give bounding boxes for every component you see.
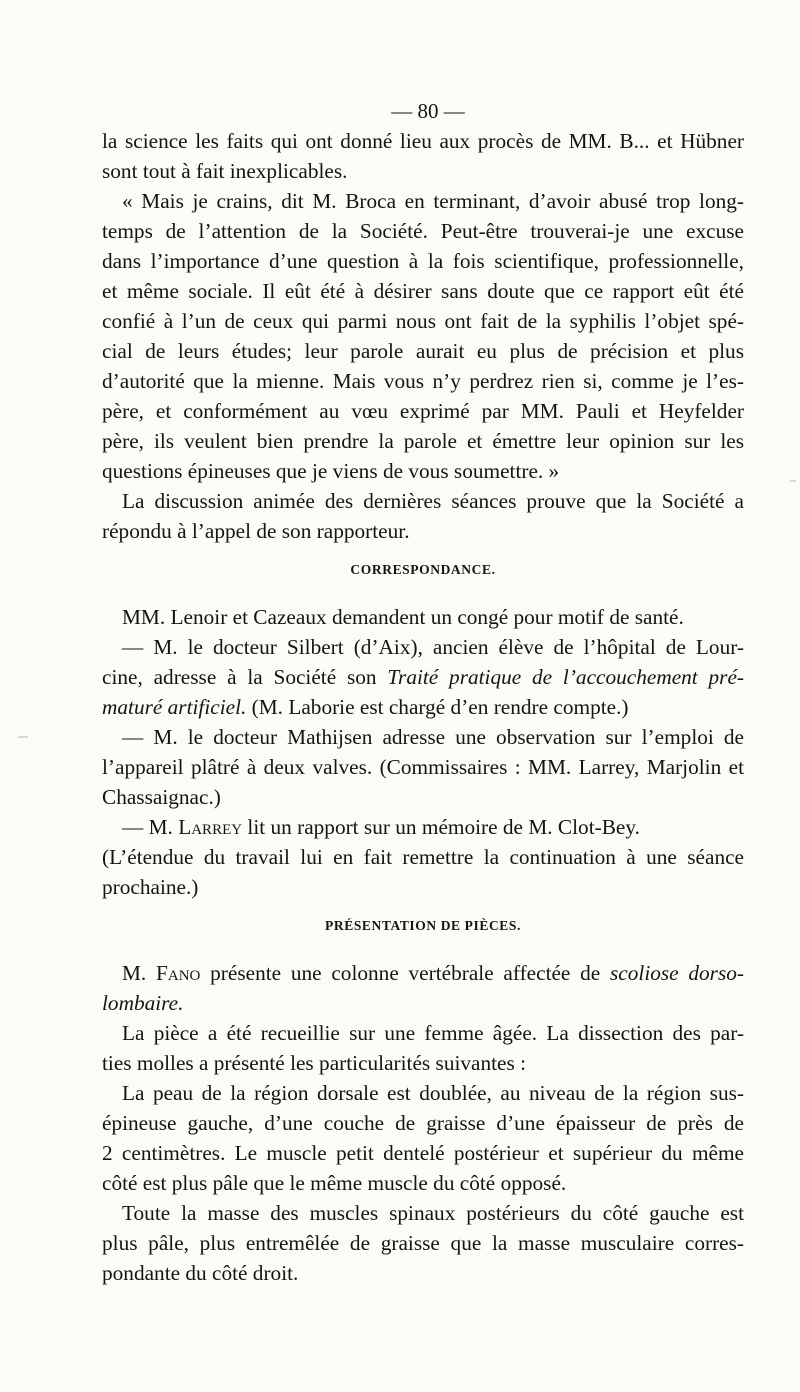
medical-term: scoliose dorso- [610, 961, 744, 985]
text-line: Toute la masse des muscles spinaux postérieurs du côté gauche est [122, 1201, 744, 1225]
text-line: plus pâle, plus entremêlée de graisse que la masse musculaire corres- [102, 1231, 744, 1255]
text-line: questions épineuses que je viens de vous soumettre. » [102, 459, 560, 483]
document-page [102, 96, 744, 1288]
broca-quote-paragraph [102, 186, 744, 486]
text-line: La pièce a été recueillie sur une femme âgée. La dissection des par- [122, 1021, 744, 1045]
person-name: Fano [156, 961, 201, 985]
text-line: La discussion animée des dernières séances prouve que la Société a [122, 489, 744, 513]
text-line: — M. le docteur Silbert (d’Aix), ancien élève de l’hôpital de Lour- [122, 635, 744, 659]
text-line [102, 692, 744, 722]
text-line: dans l’importance d’une question à la fois scientifique, professionnelle, [102, 249, 744, 273]
scan-edge-mark [790, 480, 796, 482]
text-line [102, 988, 744, 1018]
discussion-paragraph [102, 486, 744, 546]
text-line: sont tout à fait inexplicables. [102, 159, 348, 183]
intro-paragraph [102, 126, 744, 186]
text-line: La peau de la région dorsale est doublée, au niveau de la région sus- [122, 1081, 744, 1105]
page-number: — 80 — [391, 99, 465, 123]
text-line: Chassaignac.) [102, 785, 221, 809]
text-line: répondu à l’appel de son rapporteur. [102, 519, 410, 543]
text-line: prochaine.) [102, 875, 199, 899]
text-line [102, 662, 744, 692]
text-run: (M. Laborie est chargé d’en rendre compte.) [246, 695, 629, 719]
section-heading-correspondance: CORRESPONDANCE. [350, 562, 496, 577]
text-line: père, ils veulent bien prendre la parole et émettre leur opinion sur les [102, 429, 744, 453]
text-line: (L’étendue du travail lui en fait remettre la continuation à une séance [102, 845, 744, 869]
text-line: l’appareil plâtré à deux valves. (Commissaires : MM. Larrey, Marjolin et [102, 755, 744, 779]
text-line: d’autorité que la mienne. Mais vous n’y perdrez rien si, comme je l’es- [102, 369, 744, 393]
text-line: épineuse gauche, d’une couche de graisse d’une épaisseur de près de [102, 1111, 744, 1135]
scan-edge-mark [18, 736, 28, 738]
text-line: père, et conformément au vœu exprimé par MM. Pauli et Heyfelder [102, 399, 744, 423]
text-line [102, 812, 744, 842]
text-line: la science les faits qui ont donné lieu aux procès de MM. B... et Hübner [102, 129, 744, 153]
text-line: « Mais je crains, dit M. Broca en terminant, d’avoir abusé trop long- [122, 189, 744, 213]
text-line: ties molles a présenté les particularités suivantes : [102, 1051, 527, 1075]
book-title: Traité pratique de l’accouchement pré- [387, 665, 745, 689]
text-run: lit un rapport sur un mémoire de M. Clot-Bey. [242, 815, 640, 839]
text-line: pondante du côté droit. [102, 1261, 299, 1285]
text-line: côté est plus pâle que le même muscle du côté opposé. [102, 1171, 567, 1195]
text-line [102, 958, 744, 988]
text-line: et même sociale. Il eût été à désirer sans doute que ce rapport eût été [102, 279, 744, 303]
correspondance-section [102, 602, 744, 902]
text-line: cial de leurs études; leur parole aurait eu plus de précision et plus [102, 339, 744, 363]
text-run: présente une colonne vertébrale affectée de [200, 961, 611, 985]
text-run: M. [122, 961, 157, 985]
text-line: — M. le docteur Mathijsen adresse une observation sur l’emploi de [122, 725, 744, 749]
text-run: — M. [122, 815, 179, 839]
text-line: confié à l’un de ceux qui parmi nous ont fait de la syphilis l’objet spé- [102, 309, 744, 333]
presentation-section [102, 958, 744, 1288]
person-name: Larrey [178, 815, 243, 839]
text-line: temps de l’attention de la Société. Peut-être trouverai-je une excuse [102, 219, 744, 243]
section-heading-presentation: PRÉSENTATION DE PIÈCES. [325, 918, 521, 933]
text-run: cine, adresse à la Société son [102, 665, 388, 689]
text-line: MM. Lenoir et Cazeaux demandent un congé pour motif de santé. [122, 605, 684, 629]
book-title: maturé artificiel. [102, 695, 247, 719]
medical-term: lombaire. [102, 991, 184, 1015]
text-line: 2 centimètres. Le muscle petit dentelé postérieur et supérieur du même [102, 1141, 744, 1165]
